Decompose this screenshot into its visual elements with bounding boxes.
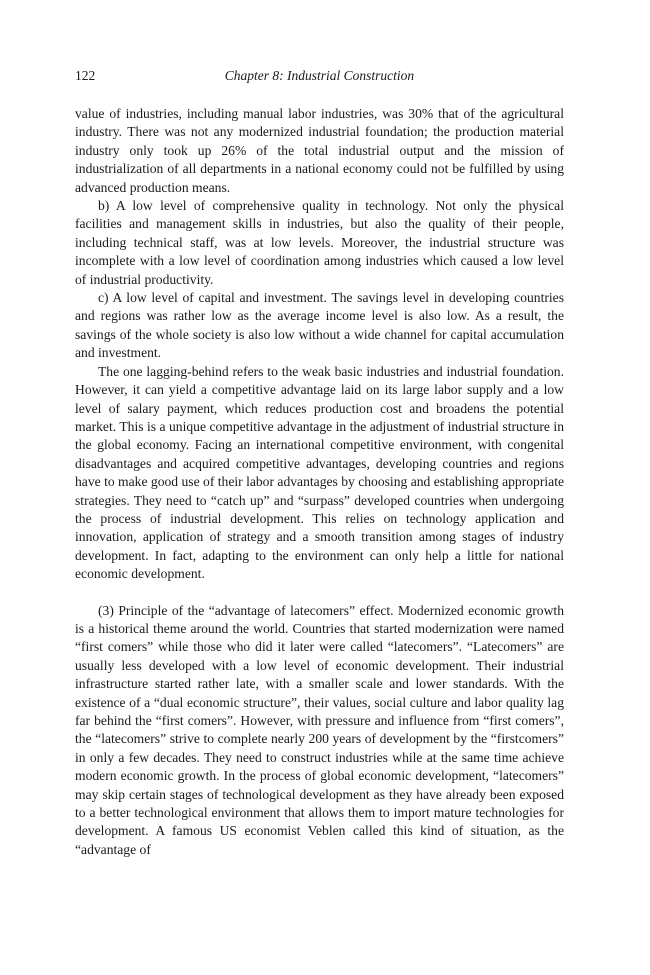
body-text bbox=[75, 105, 564, 859]
page-number: 122 bbox=[75, 68, 96, 83]
paragraph-lagging-behind: The one lagging-behind refers to the weak basic industries and industrial foundation. However, it can yield a competitive advantage laid on its large labor supply and a low level of salary payment, which reduces production cost and broadens the potential market. This is a unique competitive advantage in the adjustment of industrial structure in the global economy. Facing an international competitive environment, with congenital disadvantages and acquired competitive advantages, developing countries and regions have to make good use of their labor advantages by choosing and establishing appropriate strategies. They need to “catch up” and “surpass” developed countries when undergoing the process of industrial development. This relies on technology application and innovation, application of strategy and a smooth transition among stages of industry development. In fact, adapting to the environment can only help a little for national economic development. bbox=[75, 363, 564, 582]
running-title: Chapter 8: Industrial Construction bbox=[224, 68, 415, 83]
paragraph-latecomers-principle: (3) Principle of the “advantage of latecomers” effect. Modernized economic growth is a historical theme around the world. Countries that started modernization were named “first comers” while those who did it later were called “latecomers”. “Latecomers” are usually less developed with a low level of economic development. Their industrial infrastructure started rather late, with a smaller scale and lower standards. With the existence of a “dual economic structure”, their values, social culture and labor quality lag far behind the “first comers”. However, with pressure and influence from “first comers”, the “latecomers” strive to complete nearly 200 years of development by the “firstcomers” in only a few decades. They need to construct industries while at the same time achieve modern economic growth. In the process of global economic development, “latecomers” may skip certain stages of technological development as they have already been exposed to a better technological environment that allows them to import mature technologies for development. A famous US economist Veblen called this kind of situation, as the “advantage of bbox=[75, 602, 564, 857]
paragraph-item-c: c) A low level of capital and investment. The savings level in developing countries and regions was rather low as the average income level is also low. As a result, the savings of the whole society is also low without a wide channel for capital accumulation and investment. bbox=[75, 290, 564, 361]
page-header bbox=[75, 66, 564, 86]
paragraph-item-b: b) A low level of comprehensive quality in technology. Not only the physical facilities and management skills in industries, but also the quality of their people, including technical staff, was at low levels. Moreover, the industrial structure was incomplete with a low level of coordination among industries which caused a low level of industrial productivity. bbox=[75, 198, 564, 287]
paragraph-continued: value of industries, including manual labor industries, was 30% that of the agricultural industry. There was not any modernized industrial foundation; the production material industry only took up 26% of the total industrial output and the mission of industrialization of all departments in a national economy could not be fulfilled by using advanced production means. bbox=[75, 106, 564, 195]
book-page bbox=[75, 66, 564, 859]
